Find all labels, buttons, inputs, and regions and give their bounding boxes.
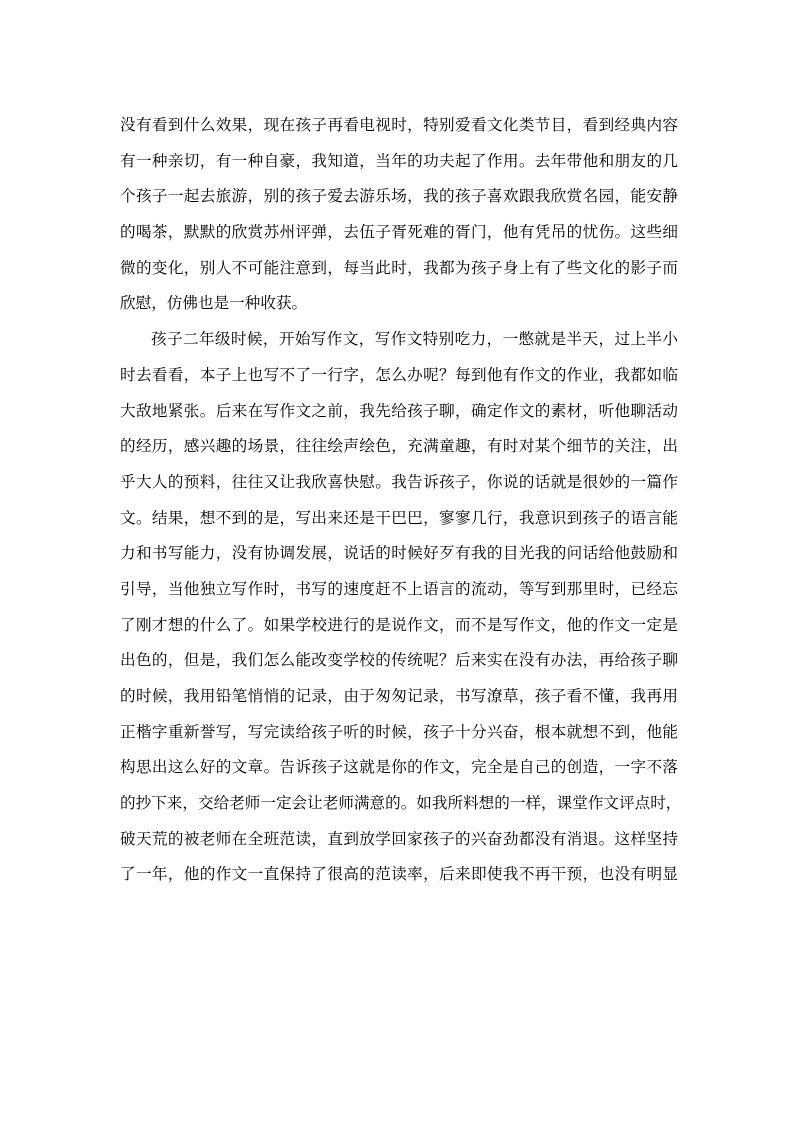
- text-line: 正楷字重新誉写，写完读给孩子听的时候，孩子十分兴奋，根本就想不到，他能: [120, 722, 678, 741]
- text-line: 破天荒的被老师在全班范读，直到放学回家孩子的兴奋劲都没有消退。这样坚持: [120, 829, 678, 848]
- text-line: 了一年，他的作文一直保持了很高的范读率，后来即使我不再干预，也没有明显: [120, 865, 678, 884]
- text-line: 出色的，但是，我们怎么能改变学校的传统呢？后来实在没有办法，再给孩子聊: [120, 651, 678, 670]
- text-line: 文。结果，想不到的是，写出来还是干巴巴，寥寥几行，我意识到孩子的语言能: [120, 508, 678, 527]
- text-line: 大敌地紧张。后来在写作文之前，我先给孩子聊，确定作文的素材，听他聊活动: [120, 401, 678, 420]
- text-line: 的经历，感兴趣的场景，往往绘声绘色，充满童趣，有时对某个细节的关注，出: [120, 437, 678, 456]
- text-line: 个孩子一起去旅游，别的孩子爱去游乐场，我的孩子喜欢跟我欣赏名园，能安静: [120, 187, 678, 206]
- text-line: 的抄下来，交给老师一定会让老师满意的。如我所料想的一样，课堂作文评点时，: [120, 794, 682, 813]
- paragraph-2: [120, 322, 682, 893]
- text-line: 力和书写能力，没有协调发展，说话的时候好歹有我的目光我的问话给他鼓励和: [120, 544, 678, 563]
- text-line: 时去看看，本子上也写不了一行字，怎么办呢？每到他有作文的作业，我都如临: [120, 365, 678, 384]
- text-line: 了刚才想的什么了。如果学校进行的是说作文，而不是写作文，他的作文一定是: [120, 615, 678, 634]
- paragraph-1: [120, 108, 678, 322]
- text-line: 引导，当他独立写作时，书写的速度赶不上语言的流动，等写到那里时，已经忘: [120, 579, 678, 598]
- text-line: 乎大人的预料，往往又让我欣喜快慰。我告诉孩子，你说的话就是很妙的一篇作: [120, 472, 678, 491]
- document-page: [120, 108, 682, 893]
- text-line: 构思出这么好的文章。告诉孩子这就是你的作文，完全是自己的创造，一字不落: [120, 758, 678, 777]
- text-line: 的时候，我用铅笔悄悄的记录，由于匆匆记录，书写潦草，孩子看不懂，我再用: [120, 687, 678, 705]
- text-line: 的喝茶，默默的欣赏苏州评弹，去伍子胥死难的胥门，他有凭吊的忧伤。这些细: [120, 223, 678, 242]
- text-line: 有一种亲切，有一种自豪，我知道，当年的功夫起了作用。去年带他和朋友的几: [120, 151, 678, 170]
- text-line: 孩子二年级时候，开始写作文，写作文特别吃力，一憋就是半天，过上半小: [151, 330, 678, 349]
- text-line: 欣慰，仿佛也是一种收获。: [120, 294, 308, 313]
- text-line: 没有看到什么效果，现在孩子再看电视时，特别爱看文化类节目，看到经典内容: [120, 116, 678, 134]
- text-line: 微的变化，别人不可能注意到，每当此时，我都为孩子身上有了些文化的影子而: [120, 258, 678, 277]
